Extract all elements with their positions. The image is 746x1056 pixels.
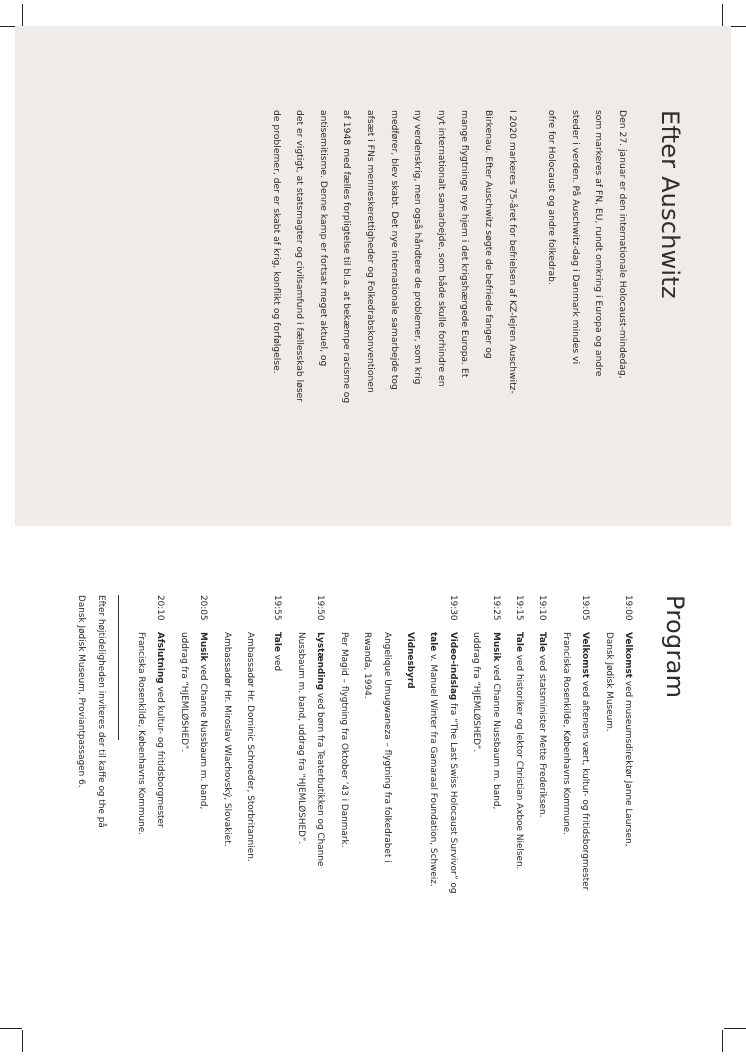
program-item-label: Tale <box>537 632 548 652</box>
program-item-label: Musik <box>490 632 501 662</box>
program-section <box>55 595 695 1035</box>
divider <box>118 595 119 740</box>
crop-mark <box>22 1030 23 1052</box>
crop-mark <box>722 1030 723 1052</box>
program-time: 19:50 <box>315 595 326 621</box>
program-time: 19:05 <box>580 595 591 621</box>
program-item-label: Lystænding <box>315 632 326 691</box>
program-time: 19:00 <box>623 595 633 621</box>
program-list <box>71 595 637 1035</box>
ambassador-entry: Ambassadør Hr. Miroslav Wlachovský, Slovakiet. <box>221 632 232 847</box>
program-time: 20:05 <box>198 595 209 621</box>
program-item-label: Velkomst <box>623 632 633 678</box>
program-item-label: Video-indslag <box>447 632 458 701</box>
ambassador-entry: Ambassadør Hr. Dominic Schroeder, Storbritannien. <box>245 632 256 862</box>
program-item: 19:10 Tale ved statsminister Mette Frederiksen. <box>532 595 551 1035</box>
vidnesbyrd-entry: Per Magid – flygtning fra Oktober ’43 i Danmark. <box>338 632 349 848</box>
article-section <box>270 110 690 510</box>
crop-mark <box>22 4 23 26</box>
program-time: 20:10 <box>155 595 166 621</box>
program-item-label: Tale <box>272 632 283 652</box>
program-item: 20:05 Musik ved Channe Nussbaum m. band, uddrag fra “HJEMLØSHED”. <box>173 595 212 1035</box>
program-item-label: Tale <box>513 632 524 652</box>
crop-mark <box>0 1028 22 1029</box>
program-item: 19:55 Tale ved <box>267 595 286 1035</box>
program-item: 19:25 Musik ved Channe Nussbaum m. band, uddrag fra “HJEMLØSHED”. <box>466 595 505 1035</box>
program-item-label: Velkomst <box>580 632 591 678</box>
program-time: 19:30 <box>447 595 458 621</box>
program-time: 19:15 <box>513 595 524 621</box>
article-title: Efter Auschwitz <box>656 110 684 299</box>
program-time: 19:55 <box>272 595 283 621</box>
crop-mark <box>722 4 723 26</box>
program-item: 19:50 Lystænding ved børn fra Teaterbutikken og Channe Nussbaum m. band, uddrag fra “HJEMLØSHED”. <box>291 595 330 1035</box>
program-time: 19:25 <box>490 595 501 621</box>
crop-mark <box>724 1028 746 1029</box>
program-item: 19:15 Tale ved historiker og lektor Christian Axboe Nielsen. <box>509 595 528 1035</box>
article-paragraph: Den 27. januar er den internationale Holocaust-mindedag, som markeres af FN, EU, rundt omkring i Europa og andre steder i verden. På Auschwitz-dag i Danmark mindes vi ofre for Holocaust og andre folkedrab. <box>546 110 628 379</box>
program-title: Program <box>661 595 689 699</box>
footer-note: Efter højtideligheden inviteres der til kaffe og the på Dansk Jødisk Museum, Proviantpassagen 6. <box>76 595 106 828</box>
article-paragraph: I 2020 markeres 75-året for befrielsen af KZ-lejren Auschwitz- Birkenau. Efter Auschwitz søgte de befriede fanger og mange flygtninge nye hjem i det krigshærgede Europa. Et nyt internationalt samarbejde, som både skulle forhindre en ny verdenskrig, men også håndtere de problemer, som krig medfører, blev skabt. Det nye internationale samarbejde tog afsæt i FNs menneskerettigheder og Folkedrabskonventionen af 1948 med fælles forpligtelse til bl.a. at bekæmpe racisme og antisemitisme. Denne kamp er fortsat meget aktuel, og det er vigtigt, at statsmagter og civilsamfund i fællesskab løser de problemer, der er skabt af krig, konflikt og forfølgelse. <box>270 110 518 404</box>
program-item: 19:00 Velkomst ved museumsdirektør Janne Laursen, Dansk Jødisk Museum. <box>598 595 637 1035</box>
program-item: 20:10 Afslutning ved kultur- og fritidsborgmester Franciska Rosenkilde, Københavns Kommune. <box>131 595 170 1035</box>
program-item: 19:30 Video-indslag fra “The Last Swiss Holocaust Survivor” og tale v. Manuel Winter fra Gamaraal Foundation, Schweiz. <box>423 595 462 1035</box>
program-item: 19:05 Velkomst ved aftenens vært, kultur- og fritidsborgmester Franciska Rosenkilde, Københavns Kommune. <box>555 595 594 1035</box>
program-time: 19:10 <box>537 595 548 621</box>
vidnesbyrd-heading: Vidnesbyrd <box>404 632 415 689</box>
program-item-label: Musik <box>198 632 209 662</box>
vidnesbyrd-entry: Angelique Umugwaneza – flygtning fra folkedrabet i Rwanda, 1994. <box>362 632 392 863</box>
program-item-label: Afslutning <box>155 632 166 684</box>
